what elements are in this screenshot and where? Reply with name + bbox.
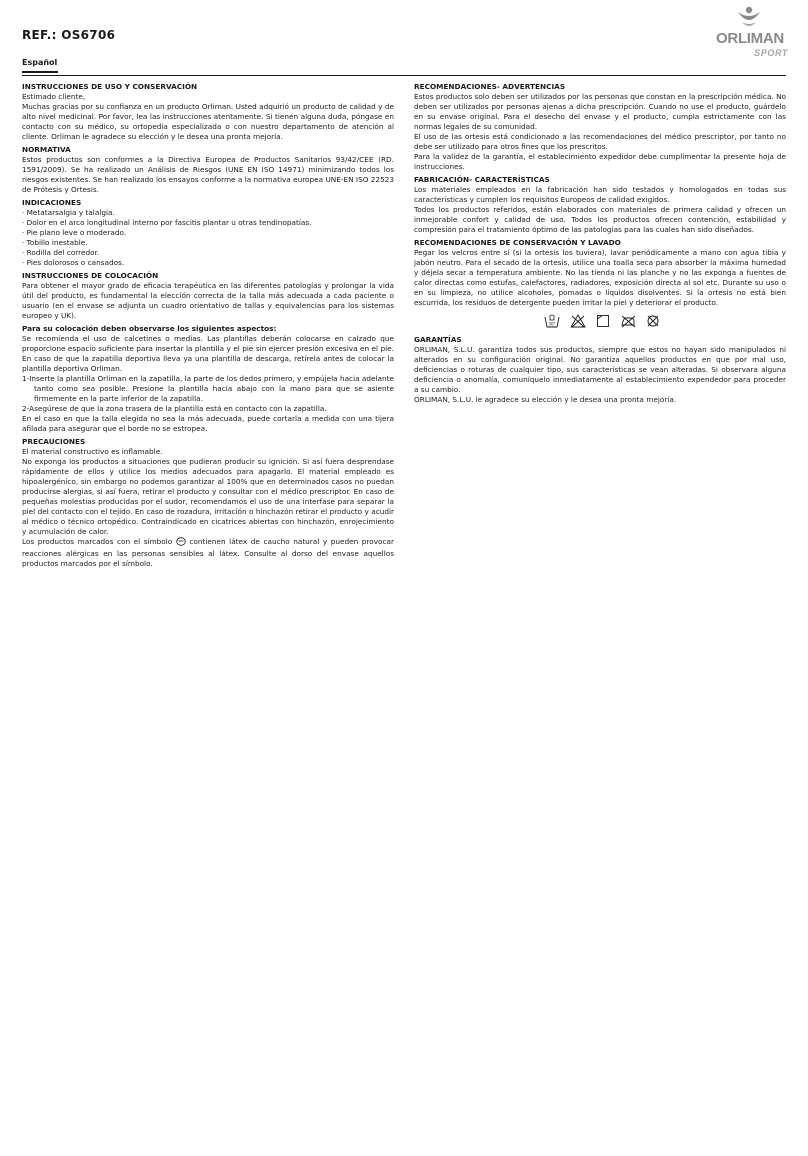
intro-paragraph: Muchas gracias por su confianza en un producto Orliman. Usted adquirió un producto de calidad y de alto nivel medicinal. Por favor, lea las instrucciones atentamente. Si tienen alguna duda, póngase en contacto con su médico, su ortopedia especializada o con nuestro departamento de atención al cliente. Orliman le agradece su elección y le desea una pronta mejoría. [22, 102, 394, 141]
no-dry-clean-icon [646, 314, 660, 331]
recomendaciones-paragraph-2: El uso de las ortesis está condicionado a las recomendaciones del médico prescriptor, por tanto no debe ser utilizado para otros fines que los prescritos. [414, 132, 786, 151]
section-title-normativa: NORMATIVA [22, 145, 71, 154]
section-title-conservacion: RECOMENDACIONES DE CONSERVACIÓN Y LAVADO [414, 238, 621, 247]
fabricacion-paragraph-2: Todos los productos referidos, están elaborados con materiales de primera calidad y ofrecen un inmejorable confort y calidad de uso. Todos los productos ofrecen contención, estabilidad y compresión para el tratamiento óptimo de las patologías para las cuales han sido diseñados. [414, 205, 786, 234]
logo-sub: SPORT [754, 48, 788, 58]
no-iron-icon [620, 314, 636, 331]
garantias-paragraph: ORLIMAN, S.L.U. garantiza todos sus productos, siempre que estos no hayan sido manipulados ni alterados en su configuración original. No garantiza aquellos productos en que por mal uso, deficiencias o roturas de cualquier tipo, sus características se vean alteradas. Si observara alguna deficiencia o anomalía, comuníquelo inmediatamente al establecimiento expendedor para proceder a su cambio. [414, 345, 786, 394]
reference-number: REF.: OS6706 [22, 28, 116, 42]
section-title-aspectos: Para su colocación deben observarse los siguientes aspectos: [22, 324, 277, 333]
fabricacion-paragraph: Los materiales empleados en la fabricación han sido testados y homologados en todas sus características y cumplen los requisitos Europeos de calidad exigidos. [414, 185, 786, 204]
latex-paragraph [22, 537, 394, 569]
care-symbols [544, 314, 786, 331]
latex-text-a: Los productos marcados con el símbolo [22, 537, 173, 546]
section-title-garantias: GARANTÍAS [414, 335, 462, 344]
header-divider [22, 75, 786, 76]
latex-symbol-icon [176, 537, 186, 549]
hand-wash-icon [544, 314, 560, 331]
list-item: · Rodilla del corredor. [22, 248, 100, 257]
indicaciones-list [22, 208, 394, 268]
greeting: Estimado cliente, [22, 92, 86, 101]
inflamable-line: El material constructivo es inflamable. [22, 447, 163, 456]
list-item: · Tobillo inestable. [22, 238, 88, 247]
orliman-figure-icon [736, 6, 762, 30]
language-underline [22, 71, 58, 73]
no-bleach-icon [570, 314, 586, 331]
list-item: · Metatarsalgia y talalgia. [22, 208, 115, 217]
section-title-recomendaciones: RECOMENDACIONES- ADVERTENCIAS [414, 82, 566, 91]
list-item: · Pies dolorosos o cansados. [22, 258, 125, 267]
recomendaciones-paragraph: Estos productos solo deben ser utilizados por las personas que constan en la prescripción médica. No deben ser utilizados por personas ajenas a dicha prescripción. Cuando no use el producto, guárdelo en su envase original. Para el desecho del envase y el producto, cumpla estrictamente con las normas legales de su comunidad. [414, 92, 786, 131]
recomendaciones-paragraph-3: Para la validez de la garantía, el establecimiento expedidor debe cumplimentar la presente hoja de instrucciones. [414, 152, 786, 171]
right-column [414, 82, 786, 405]
step-1: 1-Inserte la plantilla Orliman en la zapatilla, la parte de los dedos primero, y empújela hacia adelante tanto como sea posible. Presione la plantilla hacia abajo con la mano para que se asiente firmemente en la parte inferior de la zapatilla. [22, 374, 394, 403]
list-item: · Pie plano leve o moderado. [22, 228, 127, 237]
section-title-indicaciones: INDICACIONES [22, 198, 82, 207]
language-label: Español [22, 58, 58, 67]
precauciones-paragraph: No exponga los productos a situaciones que pudieran producir su ignición. Si así fuera desprendase rápidamente de ellos y utilice los medios adecuados para apagarlo. El material empleado es hipoalergénico, sin embargo no podemos garantizar al 100% que en determinados casos no puedan producirse alergias, si así fuera, retirar el producto y consultar con el médico prescriptor. En caso de pequeñas molestias producidas por el sudor, recomendamos el uso de una interfase para separar la piel del contacto con el tejido. En caso de rozadura, irritación o hinchazón retirar el producto y acudir al médico o técnico ortopédico. Contraindicado en cicatrices abiertas con hinchazón, enrojecimiento y acumulación de calor. [22, 457, 394, 536]
left-column [22, 82, 394, 569]
section-title-uso: INSTRUCCIONES DE USO Y CONSERVACIÓN [22, 82, 198, 91]
colocacion-paragraph: Para obtener el mayor grado de eficacia terapéutica en las diferentes patologías y prolongar la vida útil del producto, es fundamental la elección correcta de la talla más adecuada a cada paciente o usuario (en el envase se adjunta un cuadro orientativo de tallas y equivalencias para los sistemas europeo y UK). [22, 281, 394, 320]
step-2: 2-Asegúrese de que la zona trasera de la plantilla está en contacto con la zapatilla. [22, 404, 327, 413]
section-title-precauciones: PRECAUCIONES [22, 437, 86, 446]
logo-name: ORLIMAN [716, 30, 784, 47]
garantias-paragraph-2: ORLIMAN, S.L.U. le agradece su elección y le desea una pronta mejoría. [414, 395, 677, 404]
latex-text-b: contienen látex de caucho natural y pueden provocar reacciones alérgicas en las personas sensibles al látex. Consulte al dorso del envase aquellos productos marcados por el símbolo. [22, 537, 394, 568]
list-item: · Dolor en el arco longitudinal interno por fascitis plantar u otras tendinopatías. [22, 218, 312, 227]
wash-temp-label: 30° [548, 321, 556, 327]
talla-paragraph: En el caso en que la talla elegida no sea la más adecuada, puede cortarla a medida con una tijera afilada para asegurar que el borde no se estropea. [22, 414, 394, 433]
normativa-paragraph: Estos productos son conformes a la Directiva Europea de Productos Sanitarios 93/42/CEE (RD. 1591/2009). Se ha realizado un Análisis de Riesgos (UNE EN ISO 14971) minimizando todos los riesgos existentes. Se han realizado los ensayos conforme a la normativa europea UNE-EN ISO 22523 de Prótesis y Ortesis. [22, 155, 394, 194]
conservacion-paragraph: Pegar los velcros entre sí (si la ortesis los tuviera), lavar periódicamente a mano con agua tibia y jabón neutro. Para el secado de la ortesis, utilice una toalla seca para absorber la máxima humedad y déjela secar a temperatura ambiente. No las tienda ni las planche y no las exponga a fuentes de calor directas como estufas, calefactores, radiadores, exposición directa al sol etc. Durante su uso o en su limpieza, no utilice alcoholes, pomadas o líquidos disolventes. Si la ortesis no está bien escurrida, los residuos de detergente pueden irritar la piel y deteriorar el producto. [414, 248, 786, 307]
orliman-logo [708, 6, 792, 62]
aspectos-paragraph: Se recomienda el uso de calcetines o medias. Las plantillas deberán colocarse en calzado que proporcione espacio suficiente para insertar la plantilla y el pie sin ejercer presión excesiva en el pie. En caso de que la zapatilla deportiva lleva ya una plantilla de descarga, retírela antes de colocar la plantilla deportiva Orliman. [22, 334, 394, 373]
section-title-colocacion: INSTRUCCIONES DE COLOCACIÓN [22, 271, 159, 280]
dry-flat-icon [596, 314, 610, 331]
section-title-fabricacion: FABRICACIÓN- CARACTERÍSTICAS [414, 175, 550, 184]
